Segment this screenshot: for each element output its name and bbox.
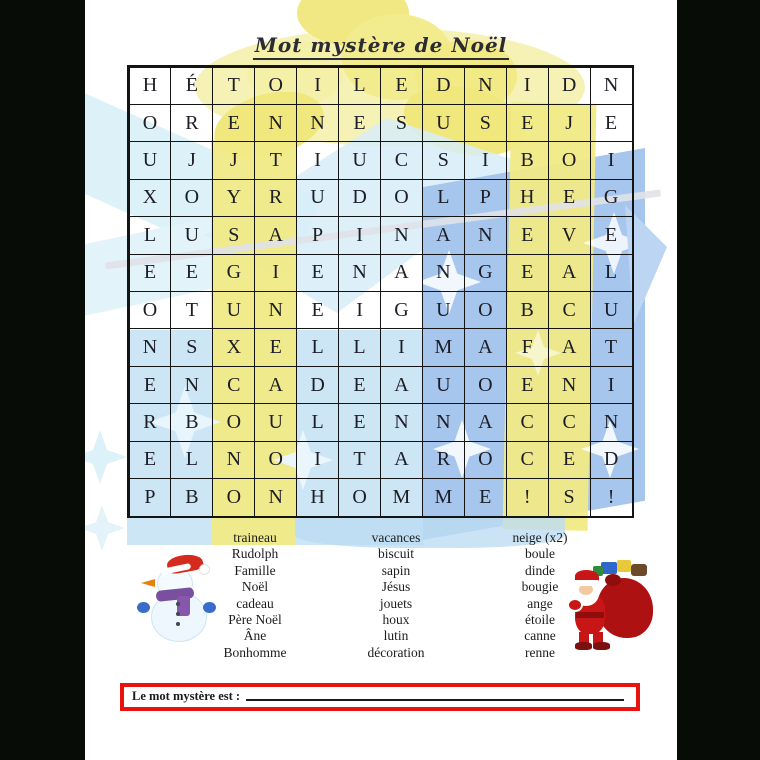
toy — [617, 560, 631, 572]
grid-cell: O — [212, 403, 255, 441]
grid-cell: I — [464, 141, 507, 179]
grid-cell: T — [590, 328, 633, 366]
word-item: décoration — [367, 644, 425, 660]
grid-cell: E — [506, 254, 549, 292]
word-item: biscuit — [378, 546, 414, 562]
word-item: lutin — [383, 628, 409, 644]
grid-cell: I — [506, 67, 549, 105]
grid-cell: L — [338, 328, 381, 366]
grid-cell: E — [506, 216, 549, 254]
grid-cell: E — [338, 403, 381, 441]
grid-cell: X — [129, 179, 172, 217]
grid-cell: G — [380, 291, 423, 329]
grid-cell: R — [129, 403, 172, 441]
grid-cell: M — [422, 328, 465, 366]
grid-cell: B — [506, 291, 549, 329]
grid-cell: E — [548, 441, 591, 479]
grid-cell: D — [590, 441, 633, 479]
grid-cell: R — [254, 179, 297, 217]
santa-sack-image — [567, 560, 655, 654]
grid-cell: G — [212, 254, 255, 292]
grid-cell: T — [212, 67, 255, 105]
grid-cell: N — [464, 216, 507, 254]
grid-cell: N — [380, 216, 423, 254]
grid-cell: C — [548, 403, 591, 441]
grid-cell: T — [338, 441, 381, 479]
grid-cell: L — [590, 254, 633, 292]
grid-cell: P — [129, 478, 172, 516]
grid-cell: N — [590, 403, 633, 441]
grid-cell: O — [129, 291, 172, 329]
grid-cell: E — [548, 179, 591, 217]
mitten — [203, 602, 216, 613]
grid-cell: O — [338, 478, 381, 516]
grid-cell: E — [296, 254, 339, 292]
grid-cell: N — [254, 291, 297, 329]
grid-cell: I — [590, 366, 633, 404]
word-list-column — [321, 530, 471, 661]
grid-cell: E — [129, 441, 172, 479]
grid-cell: É — [170, 67, 213, 105]
grid-cell: J — [548, 104, 591, 142]
word-item: Bonhomme — [223, 644, 287, 660]
answer-label: Le mot mystère est : — [132, 689, 241, 703]
grid-cell: N — [129, 328, 172, 366]
button-dot — [176, 622, 180, 626]
grid-cell: L — [129, 216, 172, 254]
word-item: Rudolph — [231, 546, 279, 562]
grid-cell: J — [212, 141, 255, 179]
grid-cell: J — [170, 141, 213, 179]
grid-cell: S — [422, 141, 465, 179]
grid-cell: E — [254, 328, 297, 366]
grid-cell: U — [170, 216, 213, 254]
word-item: ange — [527, 595, 553, 611]
grid-cell: A — [254, 216, 297, 254]
grid-cell: A — [380, 441, 423, 479]
grid-cell: A — [464, 328, 507, 366]
grid-cell: N — [338, 254, 381, 292]
word-item: canne — [524, 628, 556, 644]
word-search-grid — [127, 65, 634, 518]
grid-cell: A — [254, 366, 297, 404]
grid-cell: S — [170, 328, 213, 366]
grid-cell: S — [212, 216, 255, 254]
grid-cell: E — [129, 254, 172, 292]
grid-cell: D — [296, 366, 339, 404]
hat-brim — [572, 580, 600, 586]
grid-cell: T — [170, 291, 213, 329]
grid-cell: I — [296, 441, 339, 479]
grid-cell: R — [170, 104, 213, 142]
grid-cell: N — [212, 441, 255, 479]
grid-cell: U — [254, 403, 297, 441]
word-item: Âne — [243, 628, 267, 644]
word-item: étoile — [525, 612, 555, 628]
button-dot — [176, 602, 180, 606]
grid-cell: O — [254, 67, 297, 105]
grid-cell: O — [548, 141, 591, 179]
worksheet-page — [85, 0, 677, 760]
grid-cell: O — [212, 478, 255, 516]
grid-cell: I — [380, 328, 423, 366]
grid-cell: E — [296, 291, 339, 329]
grid-cell: N — [422, 254, 465, 292]
grid-cell: L — [296, 328, 339, 366]
mitten — [137, 602, 150, 613]
grid-cell: D — [422, 67, 465, 105]
star-shape — [85, 430, 127, 484]
grid-cell: E — [338, 104, 381, 142]
word-item: jouets — [379, 595, 413, 611]
star-shape — [85, 505, 125, 551]
page-title: Mot mystère de Noël — [85, 33, 677, 57]
grid-cell: S — [548, 478, 591, 516]
grid-cell: A — [464, 403, 507, 441]
grid-cell: N — [548, 366, 591, 404]
grid-cell: N — [380, 403, 423, 441]
word-item: dinde — [525, 562, 555, 578]
grid-cell: E — [170, 254, 213, 292]
answer-blank-line — [246, 687, 624, 701]
grid-cell: A — [548, 328, 591, 366]
grid-cell: E — [506, 104, 549, 142]
grid-cell: O — [170, 179, 213, 217]
grid-cell: A — [380, 366, 423, 404]
grid-cell: A — [548, 254, 591, 292]
grid-cell: O — [254, 441, 297, 479]
grid-cell: L — [170, 441, 213, 479]
grid-cell: M — [422, 478, 465, 516]
grid-cell: C — [380, 141, 423, 179]
grid-cell: M — [380, 478, 423, 516]
mystery-word-box — [120, 683, 640, 711]
grid-cell: U — [422, 366, 465, 404]
grid-cell: E — [506, 366, 549, 404]
grid-cell: P — [464, 179, 507, 217]
grid-cell: O — [464, 441, 507, 479]
grid-cell: ! — [506, 478, 549, 516]
grid-cell: H — [506, 179, 549, 217]
snowman-image — [137, 558, 217, 642]
grid-cell: E — [464, 478, 507, 516]
grid-cell: I — [338, 291, 381, 329]
grid-cell: D — [548, 67, 591, 105]
grid-cell: U — [422, 291, 465, 329]
grid-cell: L — [338, 67, 381, 105]
grid-cell: O — [129, 104, 172, 142]
grid-cell: L — [296, 403, 339, 441]
gift-sack — [597, 578, 653, 638]
grid-cell: X — [212, 328, 255, 366]
word-item: bougie — [521, 579, 559, 595]
grid-cell: U — [296, 179, 339, 217]
grid-cell: I — [254, 254, 297, 292]
grid-cell: N — [254, 104, 297, 142]
grid-cell: N — [464, 67, 507, 105]
grid-cell: E — [380, 67, 423, 105]
grid-cell: S — [380, 104, 423, 142]
hat-pompom — [199, 564, 210, 575]
grid-cell: N — [296, 104, 339, 142]
grid-cell: U — [338, 141, 381, 179]
grid-cell: A — [422, 216, 465, 254]
mitten — [567, 598, 583, 612]
grid-cell: N — [170, 366, 213, 404]
grid-cell: B — [170, 478, 213, 516]
grid-cell: G — [590, 179, 633, 217]
grid-cell: P — [296, 216, 339, 254]
grid-cell: U — [212, 291, 255, 329]
word-item: houx — [382, 612, 410, 628]
word-item: traineau — [233, 530, 277, 545]
grid-cell: C — [212, 366, 255, 404]
grid-cell: O — [380, 179, 423, 217]
grid-cell: D — [338, 179, 381, 217]
grid-cell: E — [590, 104, 633, 142]
grid-cell: E — [129, 366, 172, 404]
santa-belt — [576, 612, 604, 618]
grid-cell: C — [548, 291, 591, 329]
grid-cell: Y — [212, 179, 255, 217]
button-dot — [176, 612, 180, 616]
santa-boot — [575, 642, 592, 650]
carrot-nose — [141, 579, 155, 587]
grid-cell: N — [254, 478, 297, 516]
grid-cell: ! — [590, 478, 633, 516]
grid-cell: E — [338, 366, 381, 404]
grid-cell: I — [338, 216, 381, 254]
grid-cell: V — [548, 216, 591, 254]
sack-knot — [605, 574, 621, 586]
grid-cell: C — [506, 441, 549, 479]
word-item: boule — [525, 546, 555, 562]
grid-cell: U — [129, 141, 172, 179]
grid-cell: N — [422, 403, 465, 441]
word-item: Famille — [234, 562, 276, 578]
grid-cell: R — [422, 441, 465, 479]
santa-boot — [593, 642, 610, 650]
grid-cell: U — [422, 104, 465, 142]
grid-cell: T — [254, 141, 297, 179]
grid-cell: I — [296, 141, 339, 179]
word-item: sapin — [381, 562, 411, 578]
grid-cell: U — [590, 291, 633, 329]
grid-cell: L — [422, 179, 465, 217]
grid-cell: S — [464, 104, 507, 142]
grid-cell: G — [464, 254, 507, 292]
word-item: renne — [525, 644, 555, 660]
word-item: vacances — [371, 530, 421, 545]
grid-cell: H — [296, 478, 339, 516]
toy — [631, 564, 647, 576]
word-item: cadeau — [236, 595, 274, 611]
grid-cell: B — [506, 141, 549, 179]
grid-cell: E — [590, 216, 633, 254]
grid-cell: O — [464, 366, 507, 404]
word-item: Père Noël — [228, 612, 282, 628]
grid-cell: E — [212, 104, 255, 142]
grid-cell: I — [590, 141, 633, 179]
grid-cell: N — [590, 67, 633, 105]
grid-cell: F — [506, 328, 549, 366]
toy — [601, 562, 617, 574]
grid-cell: C — [506, 403, 549, 441]
word-item: Jésus — [381, 579, 411, 595]
grid-cell: O — [464, 291, 507, 329]
grid-cell: A — [380, 254, 423, 292]
word-item: Noël — [241, 579, 269, 595]
grid-cell: I — [296, 67, 339, 105]
word-item: neige (x2) — [512, 530, 568, 545]
grid-cell: H — [129, 67, 172, 105]
grid-cell: B — [170, 403, 213, 441]
